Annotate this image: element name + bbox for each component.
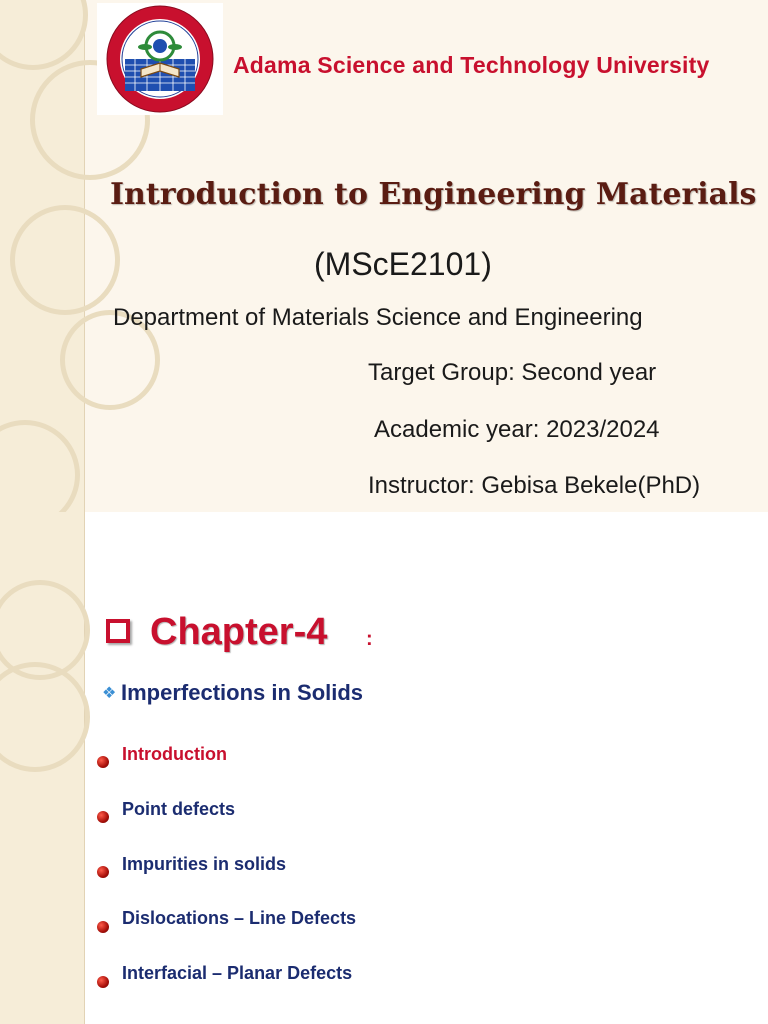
university-seal-icon	[97, 3, 223, 115]
list-item-point-defects: Point defects	[122, 799, 236, 819]
list-item-interfacial: Interfacial – Planar Defects	[122, 963, 353, 983]
instructor-line: Instructor: Gebisa Bekele(PhD)	[368, 472, 701, 499]
chapter-topic: Imperfections in Solids	[121, 680, 364, 705]
course-code: (MScE2101)	[314, 246, 492, 282]
course-title: Introduction to Engineering Materials	[110, 177, 757, 212]
red-dot-bullet-icon	[97, 866, 109, 878]
red-dot-bullet-icon	[97, 811, 109, 823]
chapter-colon: :	[366, 628, 373, 650]
university-name: Adama Science and Technology University	[233, 52, 710, 78]
department-line: Department of Materials Science and Engineering	[113, 304, 643, 331]
chapter-title: Chapter-4	[150, 611, 328, 653]
chapter-slide	[0, 512, 768, 1024]
red-dot-bullet-icon	[97, 756, 109, 768]
diamond-bullet-icon: ❖	[102, 685, 117, 702]
list-item-impurities: Impurities in solids	[122, 854, 287, 874]
strip-divider	[84, 512, 85, 1024]
target-group-line: Target Group: Second year	[368, 359, 657, 386]
list-item-introduction: Introduction	[122, 744, 227, 764]
list-item-dislocations: Dislocations – Line Defects	[122, 908, 357, 928]
academic-year-line: Academic year: 2023/2024	[374, 416, 660, 443]
checkbox-bullet-icon	[106, 619, 130, 643]
decorative-ring	[10, 205, 120, 315]
red-dot-bullet-icon	[97, 921, 109, 933]
red-dot-bullet-icon	[97, 976, 109, 988]
